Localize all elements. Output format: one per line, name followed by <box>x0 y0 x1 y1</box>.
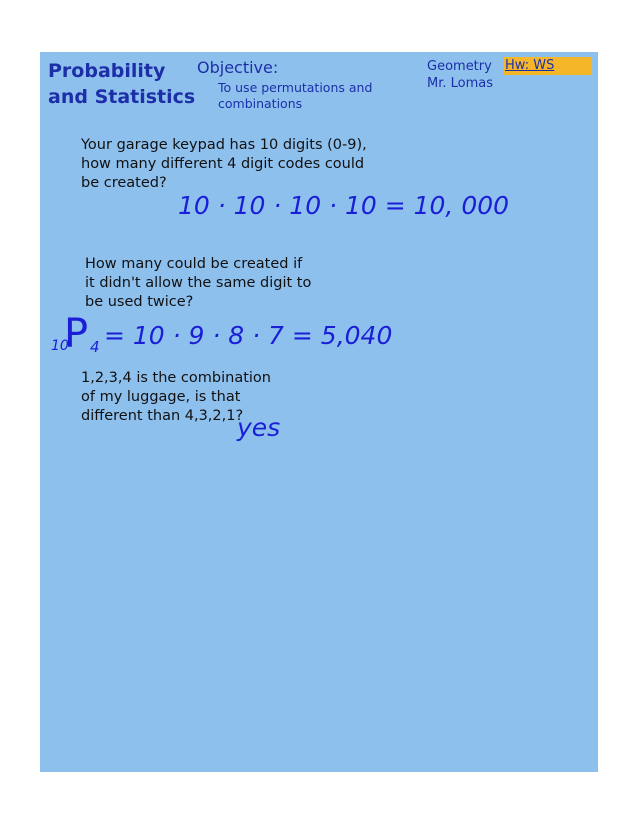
answer-1: 10 · 10 · 10 · 10 = 10, 000 <box>178 191 510 220</box>
objective-text: To use permutations and combinations <box>218 80 373 111</box>
answer-2-subscript-left: 10 <box>51 338 69 354</box>
answer-3: yes <box>237 413 281 442</box>
teacher-name: Mr. Lomas <box>427 76 494 91</box>
question-3: 1,2,3,4 is the combination of my luggage, is that different than 4,3,2,1? <box>81 370 271 424</box>
answer-2: = 10 · 9 · 8 · 7 = 5,040 <box>104 321 393 350</box>
course-name: Geometry <box>427 59 492 74</box>
answer-2-subscript-right: 4 <box>90 338 100 356</box>
title-line-2: and Statistics <box>48 86 196 108</box>
question-2: How many could be created if it didn't allow the same digit to be used twice? <box>85 256 312 310</box>
question-1: Your garage keypad has 10 digits (0-9), how many different 4 digit codes could be created? <box>81 137 367 191</box>
homework-badge: Hw: WS <box>504 57 592 75</box>
handwriting-layer <box>40 52 598 772</box>
answer-2-letter: P <box>64 311 89 357</box>
title-line-1: Probability <box>48 60 166 82</box>
slide <box>40 52 598 772</box>
objective-label: Objective: <box>197 58 279 77</box>
